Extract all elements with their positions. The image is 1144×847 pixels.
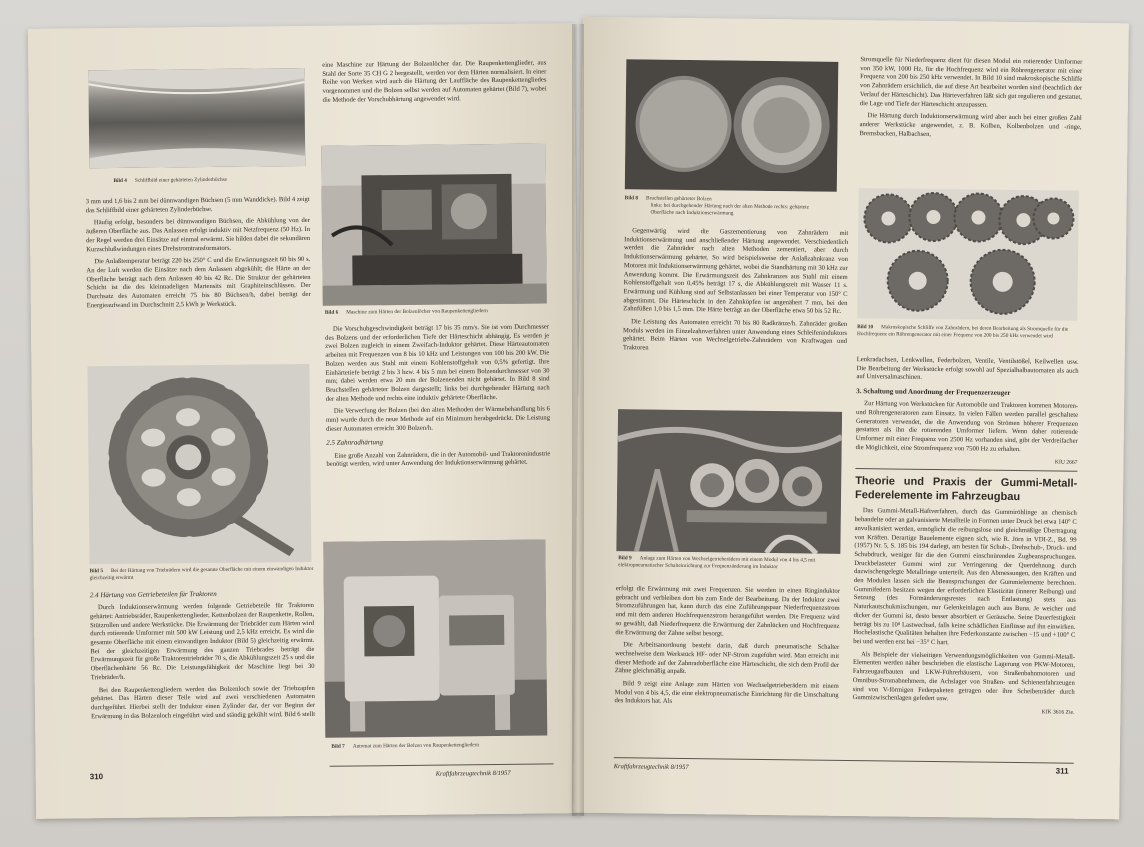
paragraph: Die Verwerfung der Bolzen (bei den alten Methoden der Wärmebehandlung bis 6 mm) wurde durch die neue Methode auf ein Minimum herabgedrückt. Die Leistung dieser Automaten erreicht 300 Bolzen/h. bbox=[325, 405, 551, 433]
section-heading: 2.5 Zahnradhärtung bbox=[326, 438, 384, 448]
paragraph: Zur Härtung von Werkstücken für Automobile und Traktoren kommen Motoren- und Röhrengeneratoren zum Einsatz. In vielen Fällen werden parallel geschaltete Generatoren verwendet, die die Anwendung von Strömen höherer Frequenzen gestatten als ihn die rotierenden Umformer liefern. Wenn daher rotierende Umformer mit einer Frequenz von 2500 Hz vorhanden sind, gibt der Verdreifacher die Möglichkeit, eine Stromfrequenz von 7500 Hz zu erhalten. bbox=[855, 400, 1079, 453]
figure-8-photo bbox=[625, 59, 839, 192]
journal-footer-left: Kraftfahrzeugtechnik 8/1957 bbox=[435, 769, 511, 778]
reference-code: KfU 2667 bbox=[1054, 459, 1078, 466]
right-column-1-top bbox=[623, 227, 849, 360]
figure-10-caption: Bild 10 Makroskopische Schliffe von Zahnrädern, bei deren Bearbeitung als Stromquelle für die Hochfrequenz ein Röhrengenerator mit einer Frequenz von 200 bis 250 kHz verwendet wird bbox=[856, 324, 1069, 340]
right-column-2-top bbox=[859, 56, 1082, 145]
figure-5-photo bbox=[87, 364, 311, 564]
right-column-2-mid bbox=[852, 356, 1078, 717]
figure-6-photo bbox=[321, 143, 547, 305]
paragraph: eine Maschine zur Härtung der Bolzenlöcher dar. Die Raupenkettenglieder, aus Stahl der Sorte 35 CH G 2 hergestellt, werden vor dem Härten normalisiert. In einer Reihe von Werken wird auch die Härtung der Lauffläche des Raupenkettengliedes vorgenommen und die Bolzen selbst werden auf Automaten gehärtet (Bild 7), wobei die Methode der Vorschubhärtung angewendet wird. bbox=[322, 59, 547, 104]
right-column-1-bottom bbox=[614, 585, 840, 713]
section-heading: 2.4 Härtung von Getriebeteilen für Traktoren bbox=[89, 589, 217, 600]
figure-4-caption: Bild 4 Schliffbild einer gehärteten Zylinderbüchse bbox=[113, 176, 228, 184]
paragraph: Die Arbeitsanordnung besteht darin, daß durch pneumatische Schalter wechselweise dem Werkstück HF- oder NF-Strom zugeführt wird. Man erreicht mit dieser Methode auf der Zahnradoberfläche eine Härteschicht, die sich dem Profil der Zähne gleichmäßig anpaßt. bbox=[614, 641, 840, 676]
figure-7-photo bbox=[323, 539, 547, 737]
article-title: Theorie und Praxis der Gummi-Metall-Federelemente im Fahrzeugbau bbox=[854, 474, 1078, 503]
reference-code: KfK 3616 Zie. bbox=[1041, 709, 1075, 716]
journal-footer-right: Kraftfahrzeugtechnik 8/1957 bbox=[613, 763, 689, 772]
figure-9-photo bbox=[616, 409, 842, 554]
figure-8-caption: Bild 8 Bruchstellen gehärteter Bolzen links: bei durchgehender Härtung nach der alten Methode rechts: gehärtete Oberfläche nach Induktionserwärmung bbox=[624, 195, 810, 217]
footer-rule bbox=[614, 757, 1074, 764]
figure-5-caption: Bild 5 Bei der Härtung von Triebrädern wird die gesamte Oberfläche mit einem einwandigen Induktor gleichzeitig erwärmt bbox=[89, 565, 314, 582]
figure-7-caption: Bild 7 Automat zum Härten der Bolzen von Raupenkettengliedern bbox=[331, 742, 480, 750]
figure-9-caption: Bild 9 Anlage zum Härten von Wechselgetrieberädern mit einem Modul von 4 bis 4,5 mit elektropneumatischer Schalteinrichtung zur Frequenzänderung im Induktor bbox=[618, 555, 816, 570]
left-column-2-top bbox=[322, 59, 546, 109]
paragraph: Die Anlaßtemperatur beträgt 220 bis 250° C und die Erwärmungszeit 60 bis 90 s. An der Luft werden die Einsätze nach dem Anlassen abgekühlt; die Härte an der Oberfläche beträgt nach dem Anlassen 40 bis 42 Rc. Die Struktur der gehärteten Schicht ist die des kleinnadeligen Martensits mit Graphiteinschlüssen. Der Durchsatz des Automaten erreicht 75 bis 80 Büchsen/h, dabei beträgt der Energieaufwand im Durchschnitt 2,5 kWh je Werkstück. bbox=[86, 256, 311, 310]
paragraph: Eine große Anzahl von Zahnrädern, die in der Automobil- und Traktorenindustrie benötigt werden, wird unter Anwendung der Induktionserwärmung gehärtet. bbox=[326, 450, 551, 469]
section-heading: 3. Schaltung und Anordnung der Frequenzerzeuger bbox=[856, 387, 1011, 398]
page-number-right: 311 bbox=[1055, 766, 1069, 776]
paragraph: Die Härtung durch Induktionserwärmung wird aber auch bei einer großen Zahl anderer Werkstücke angewendet, z. B. Kolben, Kolbenbolzen und -ringe, Bremsbacken, Halbachsen, bbox=[859, 112, 1082, 138]
left-column-2-mid bbox=[325, 323, 551, 473]
left-column-1-top bbox=[86, 196, 311, 315]
paragraph: Stromquelle für Niederfrequenz dient für diesen Modul ein rotierender Umformer von 350 kW, 1000 Hz, für die Hochfrequenz wird ein Röhrengenerator mit einer Frequenz von 200 bis 250 kHz verwendet. In Bild 10 sind makroskopische Schliffe von Zahnrädern ersichtlich, die auf diese Art bearbeitet worden sind (beachtlich der Verlauf der Härteschicht). Das Härteverfahren läßt sich gut regulieren und gestattet, die Lage und Tiefe der Härteschicht anzupassen. bbox=[859, 56, 1083, 109]
paragraph: Lenkradachsen, Lenkwellen, Federbolzen, Ventile, Ventilstößel, Keilwellen usw. Die Bearbeitung der Werkstücke erfolgt sowohl auf Spezialhalbautomaten als auch auf Universalmaschinen. bbox=[856, 356, 1079, 382]
figure-6-caption: Bild 6 Maschine zum Härten der Bolzenlöcher von Raupenkettengliedern bbox=[324, 308, 488, 316]
footer-rule bbox=[330, 763, 554, 766]
left-column-1-bottom bbox=[90, 584, 315, 726]
paragraph: Die Leistung des Automaten erreicht 70 bis 80 Radkränze/h. Zahnräder großen Moduls werden im Einzelzahnverfahren unter Anwendung eines Schleifeninduktors gehärtet. Beim Härten von Wechselgetriebe-Zahnrädern von Kraftwagen und Traktoren bbox=[622, 318, 848, 352]
figure-4-photo bbox=[88, 68, 305, 168]
page-number-left: 310 bbox=[89, 772, 104, 782]
paragraph: Gegenwärtig wird die Gaszementierung von Zahnrädern mit Induktionserwärmung und anschließender Härtung angewendet. Verschiedentlich werden die Zahnräder nach alten Methoden zementiert, aber durch Induktionserwärmung gehärtet. So wird beispielsweise der Anlaßzahnkranz von Motoren mit Induktionserwärmung gehärtet, wobei die Standhärtung mit 30 kHz zur Anwendung kommt. Die Erwärmungszeit des Zahnkranzes aus Stahl mit einem Kohlenstoffgehalt von 0,45% beträgt 17 s, die Abkühlungszeit mit Wasser 11 s. Erwärmung und Kühlung sind auf Selbstanlassen bei einer Temperatur von 150° C abgestimmt. Die Härteschicht in den Zahnköpfen ist angenähert 7 mm, bei den Zahnfüßen 1,0 bis 1,5 mm. Die Härte beträgt an der Oberfläche etwa 50 bis 52 Rc. bbox=[623, 227, 849, 316]
paragraph: Bild 9 zeigt eine Anlage zum Härten von Wechselgetrieberädern mit einem Modul von 4 bis 4,5, die eine elektropneumatische Einrichtung für die Umschaltung des Induktors hat. Als bbox=[614, 680, 839, 706]
article-divider bbox=[855, 468, 1077, 472]
paragraph: Die Vorschubgeschwindigkeit beträgt 17 bis 35 mm/s. Sie ist vom Durchmesser des Bolzens und der erforderlichen Tiefe der Härteschicht abhängig. Es werden je zwei Bolzen zugleich in einem Zweifach-Induktor gehärtet. Diese Härteautomaten arbeiten mit Frequenzen von 8 bis 10 kHz und Leistungen von 100 bis 200 kW. Die Bolzen werden aus Stahl mit einem Kohlenstoffgehalt von 0,5% gefertigt. Ihre Einhärtetiefe beträgt 2 bis 3 bzw. 4 bis 5 mm bei einem Bolzendurchmesser von 30 mm; dabei werden etwa 20 mm der Bolzenenden nicht gehärtet. In Bild 8 sind Bruchstellen gehärteter Bolzen dargestellt; links bei durchgehender Härtung nach der alten Methode und rechts eine induktiv gehärtete Oberfläche. bbox=[325, 323, 550, 403]
right-page bbox=[573, 17, 1129, 820]
figure-10-photo bbox=[857, 188, 1079, 321]
paragraph: Häufig erfolgt, besonders bei dünnwandigen Büchsen, die Abkühlung von der äußeren Oberfläche aus. Das Anlassen erfolgt induktiv mit Netzfrequenz (50 Hz). In der Regel werden drei Einsätze auf einmal erwärmt. Sie bilden dabei die sekundären Kurzschlußwindungen eines Drehstromtransformators. bbox=[85, 217, 311, 253]
paragraph: Als Beispiele der vielseitigen Verwendungsmöglichkeiten von Gummi-Metall-Elementen werden näher beschrieben die elastische Lagerung von PKW-Motoren, Fahrzeugaufbauten und LKW-Führerhäusern, von Straßenbahnmotoren und Omnibus-Stromabnehmern, die Achslager von Straßen- und Schienenfahrzeugen sind von V-förmigen Federpaketen getragen oder ihre Scheibenräder durch Gummizwischenlagen gefedert usw. bbox=[852, 650, 1076, 703]
spine-gutter bbox=[572, 24, 584, 816]
paragraph: Bei den Raupenkettengliedern werden das Bolzenloch sowie der Triebzapfen gehärtet. Das Härten dieser Teile wird auf zwei verschiedenen Automaten durchgeführt. Hierbei stellt der Induktor einen Zylinder dar, der vor Beginn der Erwärmung in das Bolzenloch eingeführt wird und ständig gekühlt wird. Bild 6 stellt bbox=[90, 684, 316, 720]
left-page bbox=[28, 23, 582, 819]
paragraph: 3 mm und 1,6 bis 2 mm bei dünnwandigen Büchsen (5 mm Wanddicke). Bild 4 zeigt das Schliffbild einer gehärteten Zylinderbüchse. bbox=[85, 195, 310, 214]
paragraph: Das Gummi-Metall-Haftverfahren, durch das Gummiröhlinge an chemisch behandelte oder an galvanisierte Metallteile in Formen unter Druck bei etwa 140° C anvulkanisiert werden, ermöglicht die reibungslose und gleichmäßige Übertragung von Kräften. Derartige Bauelemente eignen sich, wie R. Jörn in VDI-Z., Bd. 99 (1957) Nr. 5, S. 185 bis 194 darlegt, am besten für Schub-, Drehschub-, Druck- und Schubdruck, weniger für die den Gummi einschnürenden Zugbeanspruchungen. Druckbelasteter Gummi wird zur Verringerung der Querdehnung durch dazwischengelegte Metallringe unterteilt. Aus den Abmessungen, den Kräften und den Modulen lassen sich die Beanspruchungen der Gummielemente berechnen. Gummifedern besitzen wegen der erforderlichen Elastizität (innerer Reibung) und Setzung (des Formänderungsrestes nach Entlastung) stets aus Naturkautschukmischungen, nur Gelenkeinlagen auch aus Buna. Je weicher und dicker der Gummi ist, desto besser absorbiert er Geräusche. Seine Dauerfestigkeit beträgt bis zu 10⁸ Lastwechsel, falls keine schädlichen Einflüsse auf ihn einwirken. Hochelastische Qualitäten behalten ihre Federkonstante zwischen −15 und +100° C bei und werden erst bei −35° C hart. bbox=[853, 507, 1077, 647]
paragraph: Durch Induktionserwärmung werden folgende Getriebeteile für Traktoren gehärtet: Antriebsräder, Raupenkettenglieder, Kettenbolzen der Raupenkette, Rollen, Stützrollen und andere Werkstücke. Die Erwärmung der Triebräder zum Härten wird durch rotierende Umformer mit 500 kW Leistung und 2,5 kHz erreicht. Es wird die gesamte Oberfläche mit einem einwandigen Induktor (Bild 5) gleichzeitig erwärmt. Bei der gleichzeitigen Erwärmung des ganzen Triebrades beträgt die Erwärmungszeit für große Traktorentriebräder 70 s, die Abkühlungszeit 25 s und die Oberflächenhärte 56 Rc. Die Leistungsfähigkeit der Maschine liegt bei 30 Triebräder/h. bbox=[90, 602, 315, 682]
paragraph: erfolgt die Erwärmung mit zwei Frequenzen. Sie werden in einen Ringinduktor gebracht und verbleiben dort bis zum Ende der Bearbeitung. Da der Induktor zwei Stromzuführungen hat, kann durch das eine Zuführungspaar Niederfrequenzstrom und mit dem anderen Hochfrequenzstrom herangeführt werden. Die Frequenz wird so gewählt, daß Niederfrequenz die Erwärmung der Zahnlücken und Hochfrequenz die Erwärmung der Zähne selbst besorgt. bbox=[615, 585, 840, 637]
